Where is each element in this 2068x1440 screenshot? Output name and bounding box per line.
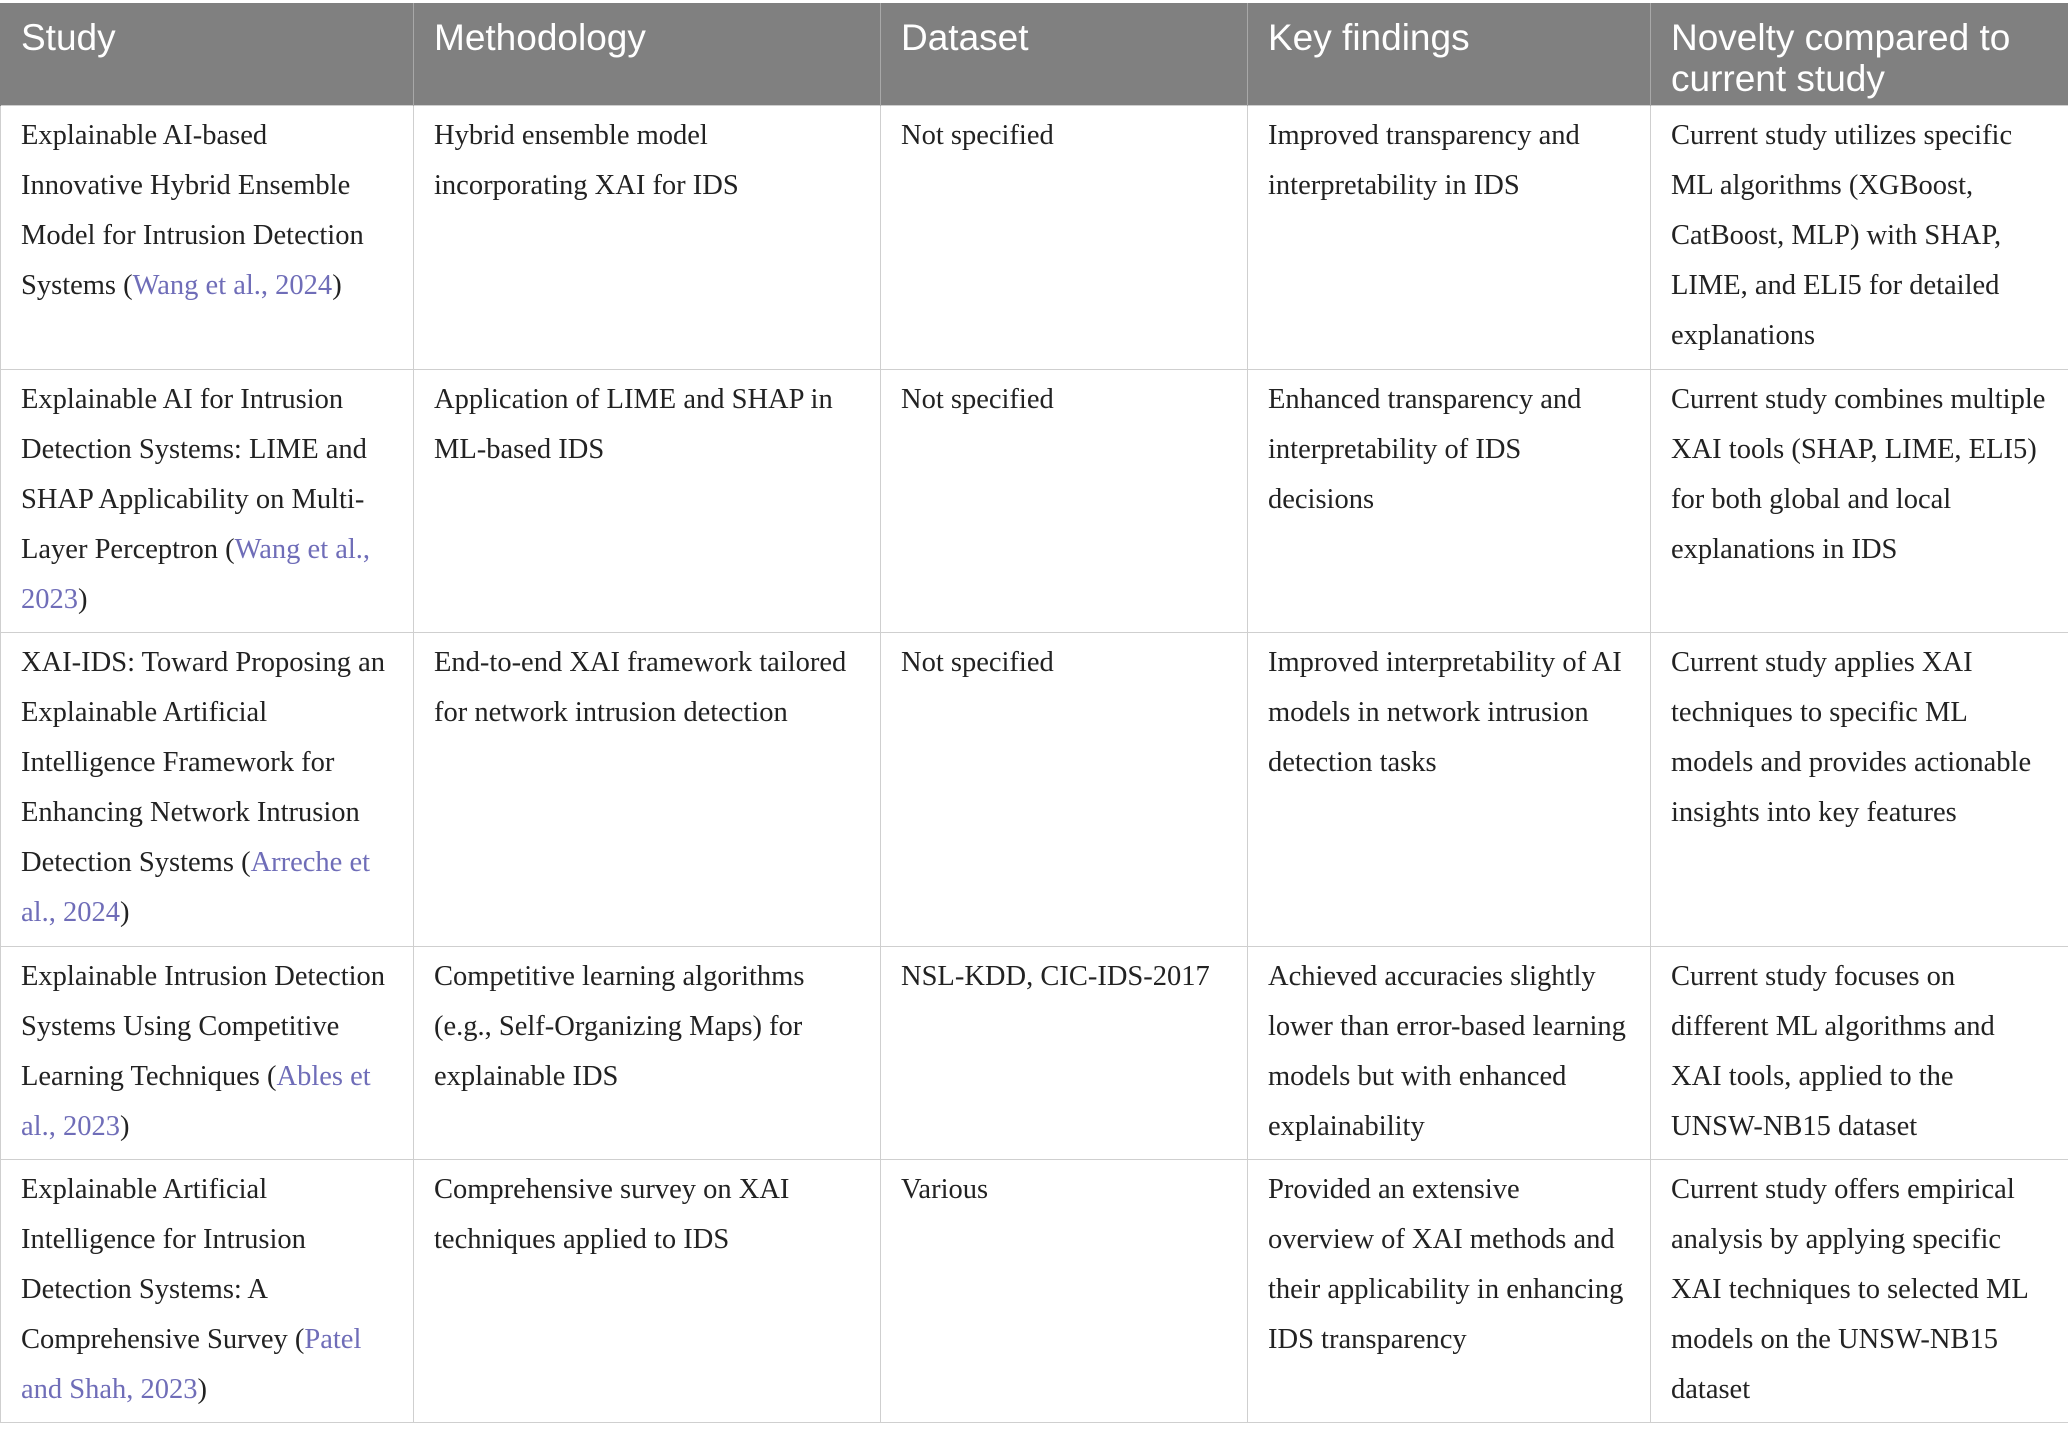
cell-methodology: Competitive learning algorithms (e.g., Self-Organizing Maps) for explainable IDS: [414, 947, 881, 1160]
header-row: [1, 3, 2068, 106]
comparison-table: [0, 3, 2068, 1423]
cell-study: Explainable AI-based Innovative Hybrid Ensemble Model for Intrusion Detection Systems (Wang et al., 2024): [1, 106, 414, 370]
cell-methodology: Hybrid ensemble model incorporating XAI for IDS: [414, 106, 881, 370]
header-dataset: Dataset: [881, 3, 1248, 106]
cell-novelty: Current study focuses on different ML algorithms and XAI tools, applied to the UNSW-NB15 dataset: [1651, 947, 2068, 1160]
cell-dataset: Various: [881, 1159, 1248, 1422]
cell-novelty: Current study applies XAI techniques to specific ML models and provides actionable insights into key features: [1651, 632, 2068, 946]
citation-link[interactable]: Arreche et al., 2024: [21, 846, 371, 928]
cell-key-findings: Enhanced transparency and interpretability of IDS decisions: [1248, 370, 1651, 633]
study-title: Explainable AI for Intrusion Detection Systems: LIME and SHAP Applicability on Multi-Layer Perceptron: [21, 384, 367, 565]
citation-link[interactable]: Wang et al., 2023: [21, 534, 371, 615]
header-study: Study: [1, 3, 414, 106]
table-row: [1, 947, 2068, 1160]
cell-novelty: Current study utilizes specific ML algorithms (XGBoost, CatBoost, MLP) with SHAP, LIME, and ELI5 for detailed explanations: [1651, 106, 2068, 370]
table-row: [1, 1159, 2068, 1422]
cell-study: Explainable AI for Intrusion Detection Systems: LIME and SHAP Applicability on Multi-Layer Perceptron (Wang et al., 2023): [1, 370, 414, 633]
table-header: [1, 3, 2068, 106]
cell-novelty: Current study offers empirical analysis by applying specific XAI techniques to selected ML models on the UNSW-NB15 dataset: [1651, 1159, 2068, 1422]
study-title: Explainable AI-based Innovative Hybrid Ensemble Model for Intrusion Detection Systems: [21, 120, 364, 301]
header-methodology: Methodology: [414, 3, 881, 106]
study-title: XAI-IDS: Toward Proposing an Explainable Artificial Intelligence Framework for Enhancing Network Intrusion Detection Systems: [21, 646, 385, 878]
cell-dataset: Not specified: [881, 370, 1248, 633]
cell-methodology: End-to-end XAI framework tailored for network intrusion detection: [414, 632, 881, 946]
citation-link[interactable]: Patel and Shah, 2023: [21, 1323, 362, 1405]
cell-key-findings: Improved interpretability of AI models in network intrusion detection tasks: [1248, 632, 1651, 946]
cell-study: Explainable Artificial Intelligence for Intrusion Detection Systems: A Comprehensive Survey (Patel and Shah, 2023): [1, 1159, 414, 1422]
table-row: [1, 370, 2068, 633]
table-row: [1, 632, 2068, 946]
cell-study: Explainable Intrusion Detection Systems Using Competitive Learning Techniques (Ables et al., 2023): [1, 947, 414, 1160]
cell-dataset: Not specified: [881, 632, 1248, 946]
cell-key-findings: Provided an extensive overview of XAI methods and their applicability in enhancing IDS transparency: [1248, 1159, 1651, 1422]
cell-study: XAI-IDS: Toward Proposing an Explainable Artificial Intelligence Framework for Enhancing Network Intrusion Detection Systems (Arreche et al., 2024): [1, 632, 414, 946]
study-title: Explainable Intrusion Detection Systems Using Competitive Learning Techniques: [21, 961, 386, 1093]
table-row: [1, 106, 2068, 370]
citation-link[interactable]: Ables et al., 2023: [21, 1061, 371, 1143]
comparison-table-container: [0, 3, 2068, 1423]
cell-dataset: Not specified: [881, 106, 1248, 370]
cell-novelty: Current study combines multiple XAI tools (SHAP, LIME, ELI5) for both global and local explanations in IDS: [1651, 370, 2068, 633]
cell-methodology: Comprehensive survey on XAI techniques applied to IDS: [414, 1159, 881, 1422]
cell-methodology: Application of LIME and SHAP in ML-based IDS: [414, 370, 881, 633]
header-key-findings: Key findings: [1248, 3, 1651, 106]
citation-link[interactable]: Wang et al., 2024: [132, 270, 333, 301]
cell-dataset: NSL-KDD, CIC-IDS-2017: [881, 947, 1248, 1160]
table-body: [1, 106, 2068, 1423]
cell-key-findings: Achieved accuracies slightly lower than error-based learning models but with enhanced explainability: [1248, 947, 1651, 1160]
study-title: Explainable Artificial Intelligence for Intrusion Detection Systems: A Comprehensive Survey: [21, 1173, 306, 1355]
cell-key-findings: Improved transparency and interpretability in IDS: [1248, 106, 1651, 370]
header-novelty: Novelty compared to current study: [1651, 3, 2068, 106]
